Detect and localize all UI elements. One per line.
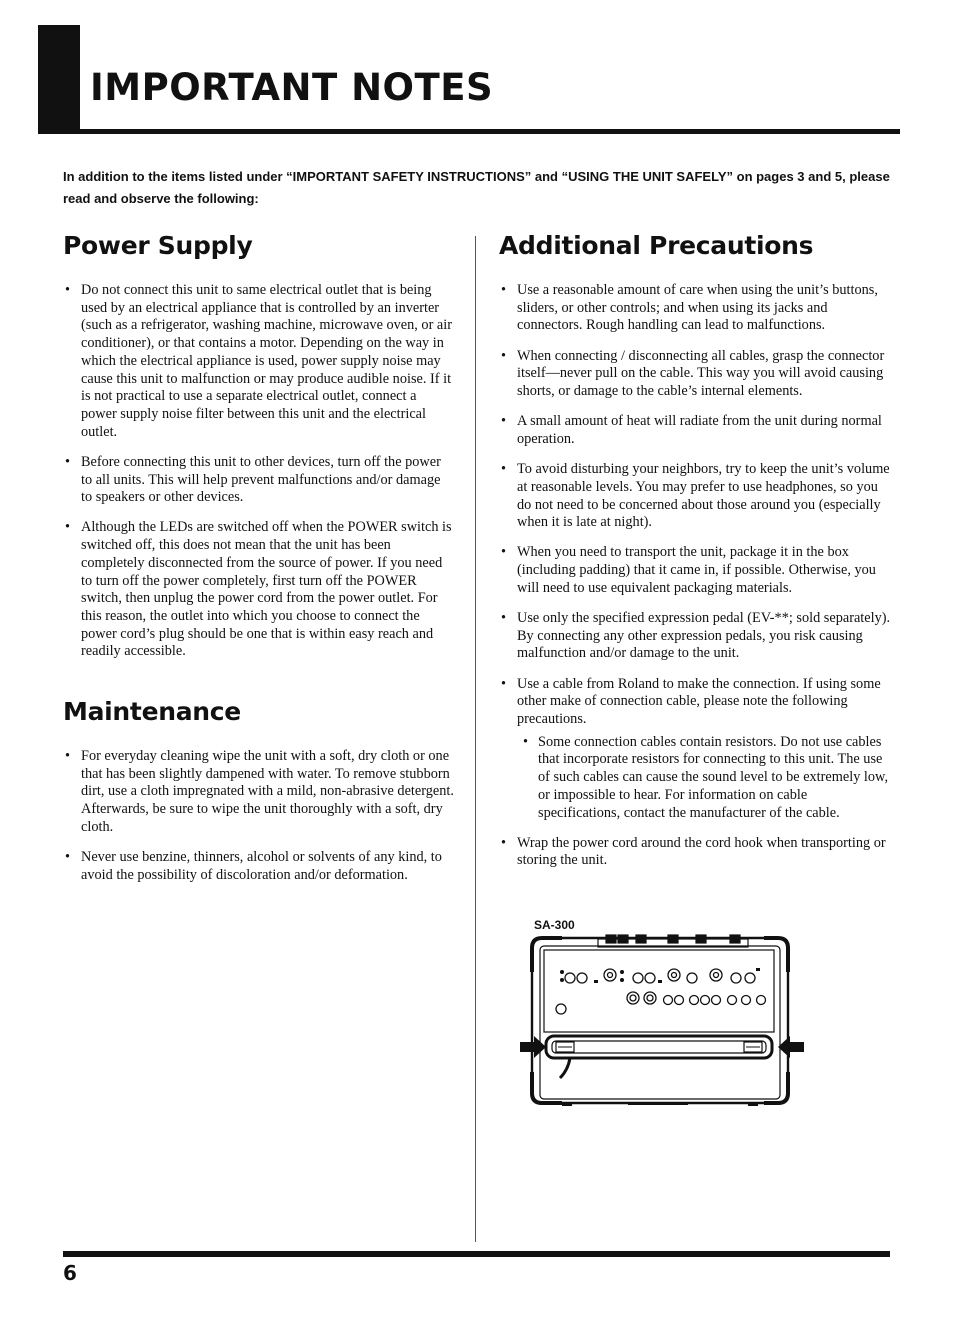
list-item: • Use a reasonable amount of care when using the unit’s buttons, sliders, or other controls; and when using its jacks and connectors. Rough handling can lead to malfunctions. [499, 282, 891, 335]
title-rule [38, 129, 900, 134]
list-item: • Never use benzine, thinners, alcohol or solvents of any kind, to avoid the possibility of discoloration and/or deformation. [63, 849, 455, 884]
list-item: • When you need to transport the unit, package it in the box (including padding) that it came in, if possible. Otherwise, you will need to use equivalent packaging materials. [499, 544, 891, 597]
additional-precautions-list [499, 282, 891, 883]
power-supply-list [63, 282, 455, 674]
list-item-text: Use a cable from Roland to make the connection. If using some other make of connection cable, please note the following precautions. [517, 675, 881, 728]
figure-label: SA-300 [534, 918, 575, 932]
device-rear-panel-illustration [518, 932, 808, 1108]
additional-precautions-heading: Additional Precautions [499, 231, 814, 260]
list-item: • Wrap the power cord around the cord hook when transporting or storing the unit. [499, 835, 891, 870]
list-item: • To avoid disturbing your neighbors, try to keep the unit’s volume at reasonable levels. You may prefer to use headphones, so you do not need to be concerned about those around you (especially when it is late at night). [499, 461, 891, 532]
list-item: • Before connecting this unit to other devices, turn off the power to all units. This will help prevent malfunctions and/or damage to speakers or other devices. [63, 454, 455, 507]
maintenance-heading: Maintenance [63, 697, 241, 726]
sub-list-item: • Some connection cables contain resistors. Do not use cables that incorporate resistors for connecting to this unit. The use of such cables can cause the sound level to be extremely low, or impossible to hear. For information on cable specifications, contact the manufacturer of the cable. [517, 734, 891, 823]
intro-paragraph: In addition to the items listed under “IMPORTANT SAFETY INSTRUCTIONS” and “USING THE UNIT SAFELY” on pages 3 and 5, please read and observe the following: [63, 169, 890, 206]
list-item: • Although the LEDs are switched off when the POWER switch is switched off, this does not mean that the unit has been completely disconnected from the source of power. If you need to turn off the power completely, first turn off the POWER switch, then unplug the power cord from the power outlet. For this reason, the outlet into which you choose to connect the power cord’s plug should be one that is within easy reach and readily accessible. [63, 519, 455, 661]
power-supply-heading: Power Supply [63, 231, 253, 260]
list-item [499, 676, 891, 823]
list-item: • Use only the specified expression pedal (EV-**; sold separately). By connecting any other expression pedals, you risk causing malfunction and/or damage to the unit. [499, 610, 891, 663]
list-item: • Do not connect this unit to same electrical outlet that is being used by an electrical appliance that is controlled by an inverter (such as a refrigerator, washing machine, microwave oven, or air conditioner), or that contains a motor. Depending on the way in which the electrical appliance is used, power supply noise may cause this unit to malfunction or may produce audible noise. If it is not practical to use a separate electrical outlet, connect a power supply noise filter between this unit and the electrical outlet. [63, 282, 455, 441]
maintenance-list [63, 748, 455, 897]
list-item: • When connecting / disconnecting all cables, grasp the connector itself—never pull on the cable. This way you will avoid causing shorts, or damage to the cable’s internal elements. [499, 348, 891, 401]
footer-rule [63, 1251, 890, 1257]
column-divider [475, 236, 476, 1242]
list-item: • For everyday cleaning wipe the unit with a soft, dry cloth or one that has been slightly dampened with water. To remove stubborn dirt, use a cloth impregnated with a mild, non-abrasive detergent. Afterwards, be sure to wipe the unit thoroughly with a soft, dry cloth. [63, 748, 455, 837]
page-number: 6 [63, 1261, 77, 1285]
sub-list [517, 734, 891, 823]
page-title: IMPORTANT NOTES [90, 66, 494, 109]
title-bar-block [38, 25, 80, 132]
list-item: • A small amount of heat will radiate from the unit during normal operation. [499, 413, 891, 448]
